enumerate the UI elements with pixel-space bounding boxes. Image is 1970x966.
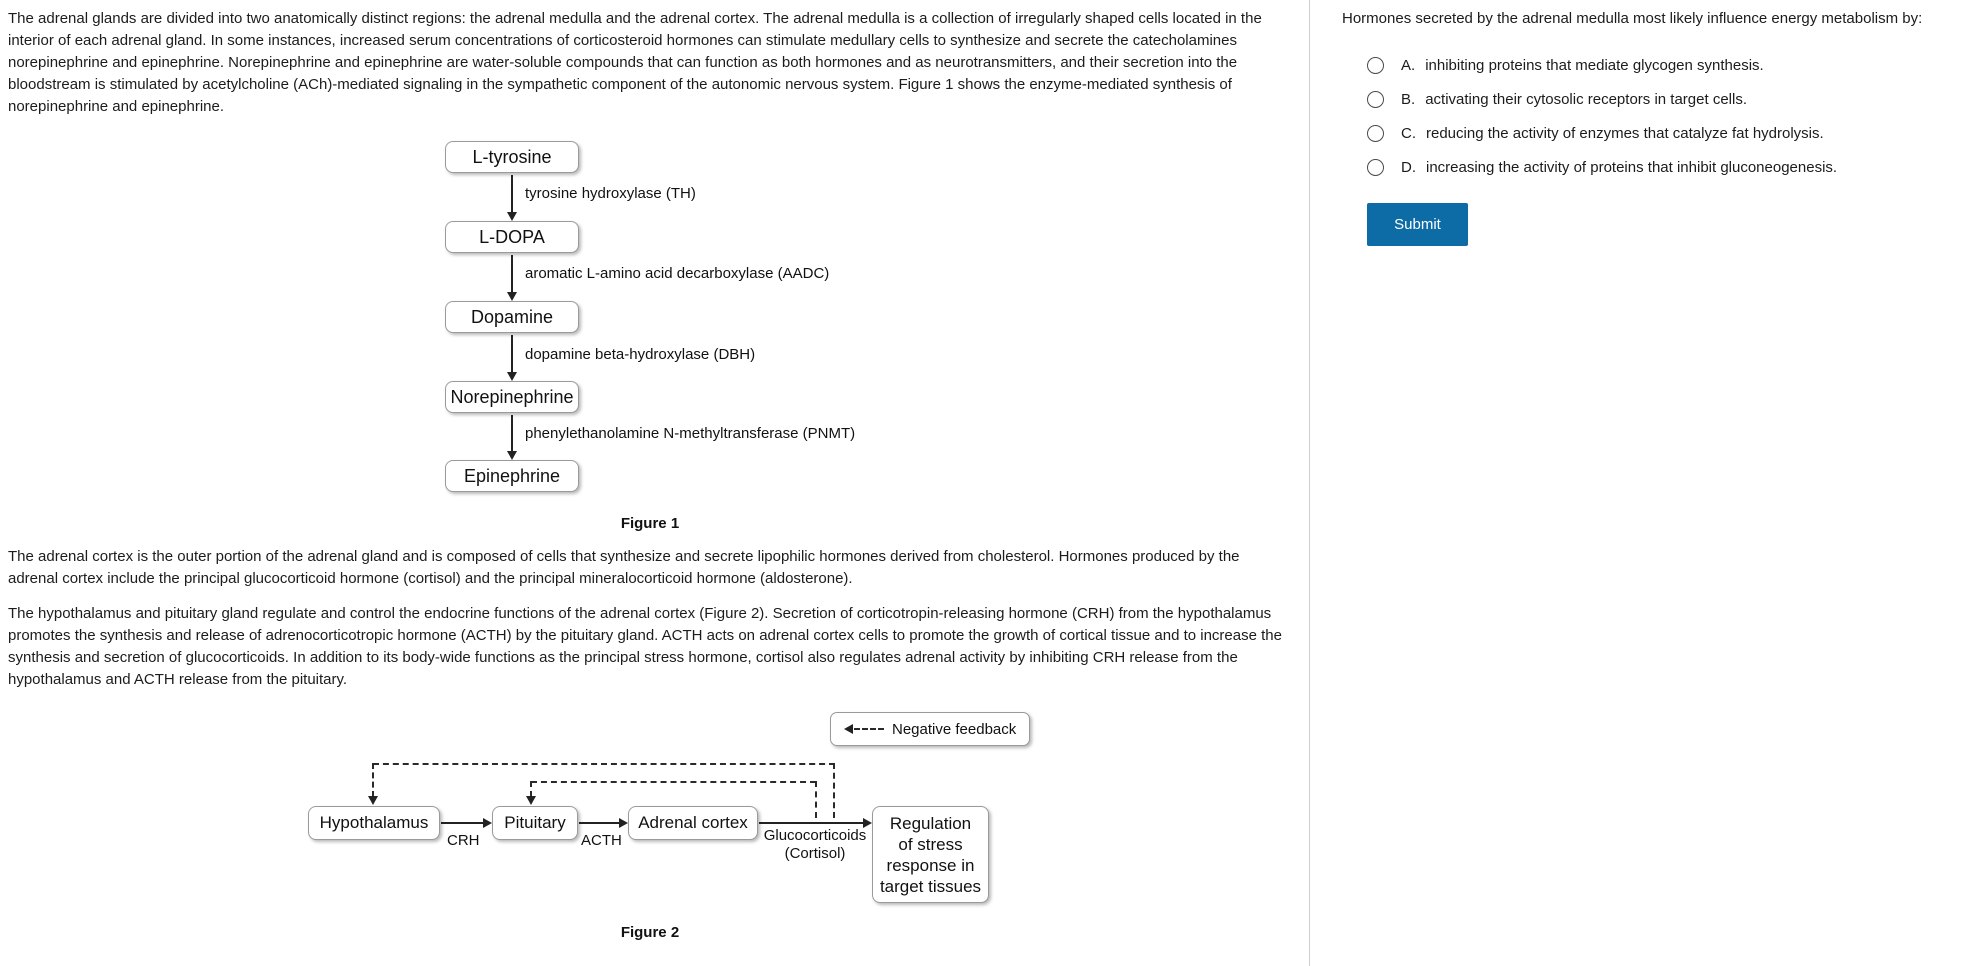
fig1-enzyme-th: tyrosine hydroxylase (TH) [525,185,696,202]
fig1-box-label: L-tyrosine [472,146,552,167]
fig1-box-l-tyrosine [445,141,579,173]
right-arrow-icon [759,822,864,824]
passage-paragraph-3: The hypothalamus and pituitary gland regulate and control the endocrine functions of the adrenal cortex (Figure 2). Secretion of corticotropin-releasing hormone (CRH) from the hypothalamus promotes the synthesis and release of adrenocorticotropic hormone (ACTH) by the pituitary gland. ACTH acts on adrenal cortex cells to promote the growth of cortical tissue and to increase the synthesis and secretion of glucocorticoids. In addition to its body-wide functions as the principal stress hormone, cortisol also regulates adrenal activity by inhibiting CRH release from the hypothalamus and ACTH release from the pituitary. [8,605,1282,688]
fig1-box-norepinephrine [445,381,579,413]
right-arrowhead-icon [619,818,628,828]
down-arrowhead-icon [507,212,517,221]
fig2-box-label: Hypothalamus [319,813,429,832]
fig2-regulation-line: of stress [898,834,963,854]
option-text: increasing the activity of proteins that inhibit gluconeogenesis. [1426,158,1838,176]
submit-button[interactable]: Submit [1367,203,1468,246]
fig2-box-label: Adrenal cortex [638,813,748,832]
down-arrow-icon [511,255,513,292]
option-row-b[interactable] [1367,88,1747,110]
radio-button-a[interactable] [1367,57,1384,74]
fig1-box-label: L-DOPA [479,226,545,247]
fig1-box-epinephrine [445,460,579,492]
feedback-dashed-line [833,763,835,818]
fig2-box-regulation [872,806,989,903]
fig1-enzyme-aadc: aromatic L-amino acid decarboxylase (AADC) [525,265,830,282]
down-arrow-icon [511,415,513,451]
passage-paragraph-1: The adrenal glands are divided into two anatomically distinct regions: the adrenal medulla and the adrenal cortex. The adrenal medulla is a collection of irregularly shaped cells located in the interior of each adrenal gland. In some instances, increased serum concentrations of corticosteroid hormones can stimulate medullary cells to synthesize and secrete the catecholamines norepinephrine and epinephrine. Norepinephrine and epinephrine are water-soluble compounds that can function as both hormones and as neurotransmitters, and their secretion into the bloodstream is stimulated by acetylcholine (ACh)-mediated signaling in the sympathetic component of the autonomic nervous system. Figure 1 shows the enzyme-mediated synthesis of norepinephrine and epinephrine. [8,10,1262,115]
down-arrowhead-icon [507,292,517,301]
option-row-d[interactable] [1367,156,1837,178]
fig2-regulation-line: response in [886,855,975,875]
feedback-dashed-line [373,763,835,765]
fig2-box-hypothalamus [308,806,440,840]
down-arrow-icon [511,175,513,212]
option-letter: A. [1401,56,1416,74]
option-text: inhibiting proteins that mediate glycogen synthesis. [1425,56,1764,74]
fig2-label-acth: ACTH [581,832,622,849]
option-row-c[interactable] [1367,122,1824,144]
fig2-box-adrenal-cortex [628,806,758,840]
fig2-regulation-line: Regulation [889,813,972,833]
fig2-label-crh: CRH [447,832,480,849]
fig1-box-dopamine [445,301,579,333]
fig2-regulation-line: target tissues [879,876,982,896]
passage-paragraph-2: The adrenal cortex is the outer portion of the adrenal gland and is composed of cells that synthesize and secrete lipophilic hormones derived from cholesterol. Hormones produced by the adrenal cortex include the principal glucocorticoid hormone (cortisol) and the principal mineralocorticoid hormone (aldosterone). [8,548,1240,587]
dashed-line-icon [854,728,884,730]
fig1-box-l-dopa [445,221,579,253]
fig2-box-pituitary [492,806,578,840]
left-arrowhead-icon [844,724,853,734]
right-arrowhead-icon [483,818,492,828]
figure1-caption: Figure 1 [620,515,680,532]
radio-button-d[interactable] [1367,159,1384,176]
down-arrow-icon [511,335,513,372]
option-row-a[interactable] [1367,54,1764,76]
down-arrowhead-icon [507,372,517,381]
option-text: activating their cytosolic receptors in target cells. [1425,90,1747,108]
fig2-box-label: Pituitary [504,813,566,832]
down-arrowhead-icon [368,796,378,805]
radio-button-b[interactable] [1367,91,1384,108]
fig1-box-label: Norepinephrine [450,386,574,407]
feedback-dashed-line [531,781,816,783]
option-letter: D. [1401,158,1416,176]
negative-feedback-legend [830,712,1030,746]
option-letter: C. [1401,124,1416,142]
right-arrow-icon [441,822,484,824]
fig1-box-label: Epinephrine [463,465,561,486]
down-arrowhead-icon [507,451,517,460]
negative-feedback-label: Negative feedback [892,720,1017,738]
feedback-dashed-line [372,763,374,797]
right-arrow-icon [579,822,620,824]
fig1-enzyme-pnmt: phenylethanolamine N-methyltransferase (PNMT) [525,425,856,442]
feedback-dashed-line [530,781,532,797]
option-letter: B. [1401,90,1416,108]
fig1-box-label: Dopamine [470,306,554,327]
figure2-caption: Figure 2 [620,924,680,941]
question-panel [1311,0,1970,966]
fig2-label-glucocorticoids: Glucocorticoids [763,827,867,844]
option-text: reducing the activity of enzymes that catalyze fat hydrolysis. [1426,124,1824,142]
down-arrowhead-icon [526,796,536,805]
radio-button-c[interactable] [1367,125,1384,142]
feedback-dashed-line [815,781,817,818]
fig1-enzyme-dbh: dopamine beta-hydroxylase (DBH) [525,346,756,363]
fig2-label-cortisol: (Cortisol) [784,845,846,862]
question-text: Hormones secreted by the adrenal medulla most likely influence energy metabolism by: [1342,10,1923,27]
